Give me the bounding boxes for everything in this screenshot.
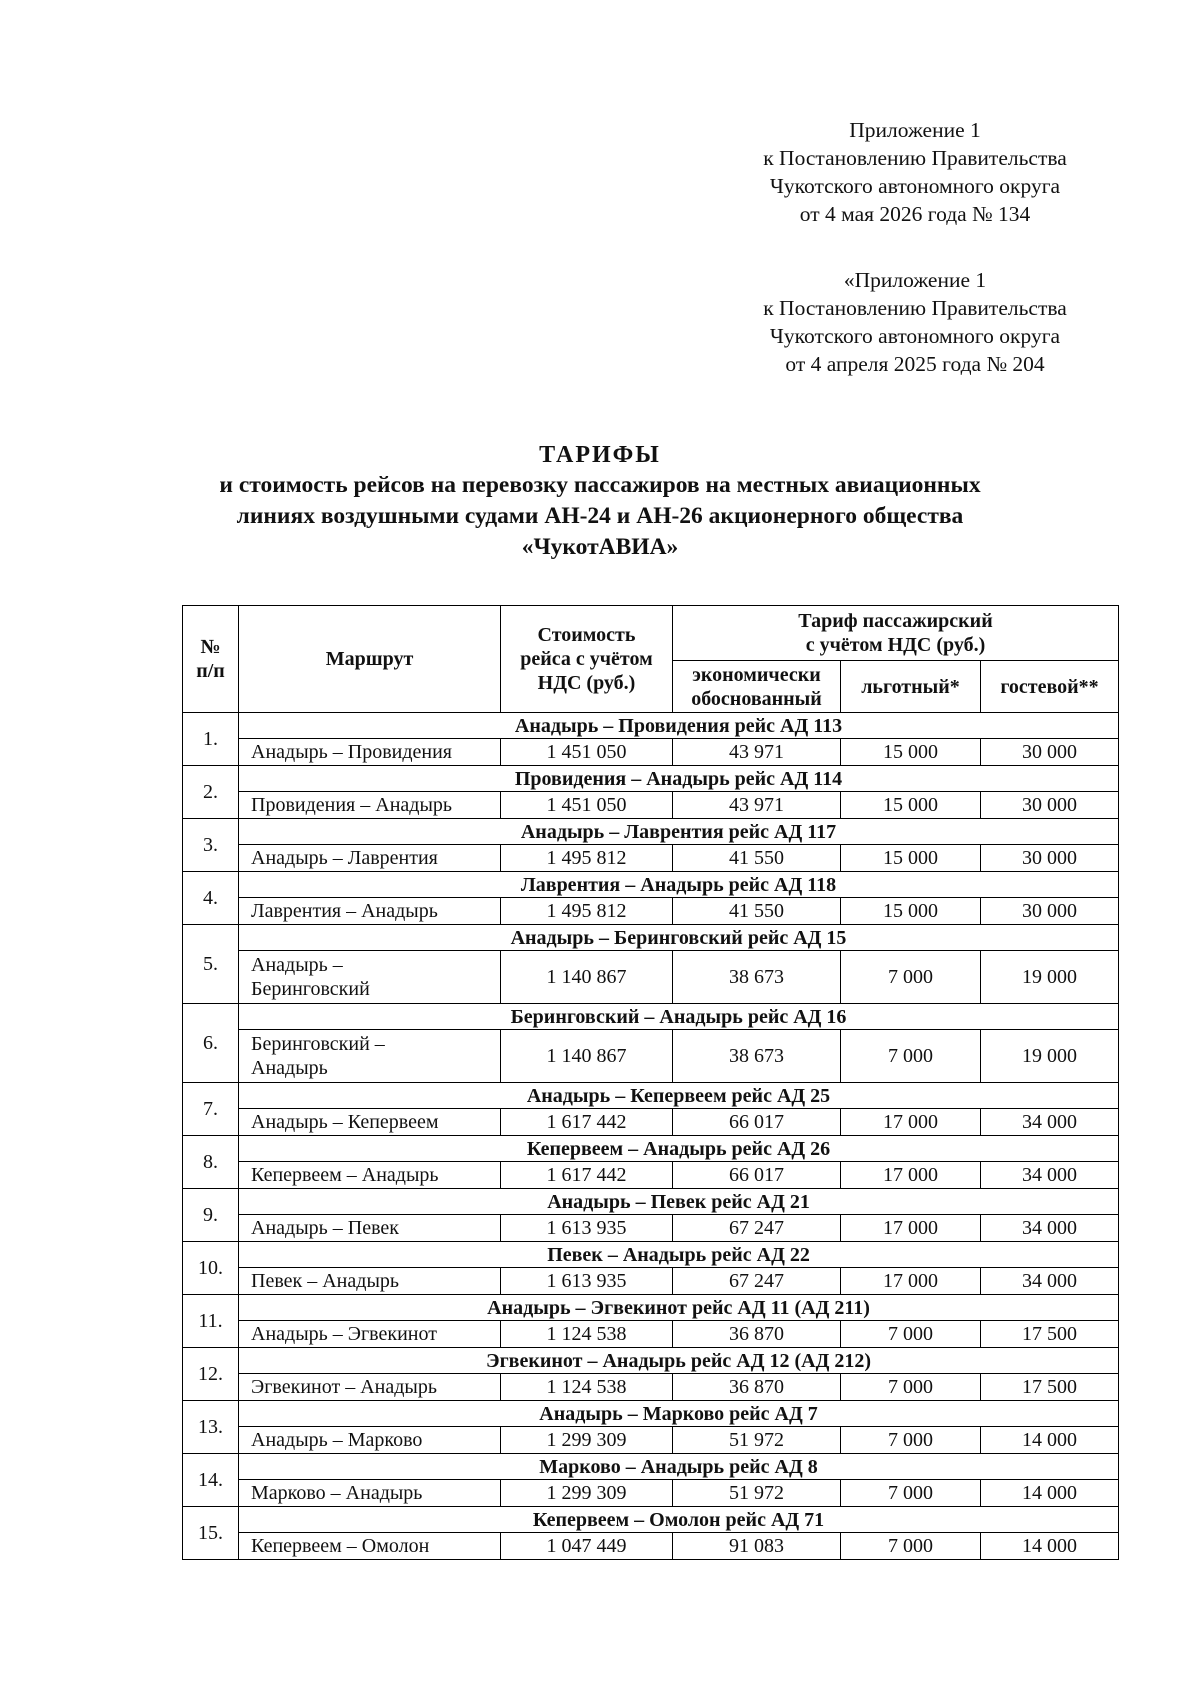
tariff-guest: 30 000 (981, 898, 1119, 925)
tariff-guest: 17 500 (981, 1321, 1119, 1348)
tariff-guest: 19 000 (981, 1030, 1119, 1083)
table-row (183, 1162, 1119, 1189)
route-name: Анадырь – Провидения (239, 739, 501, 766)
flight-title: Лаврентия – Анадырь рейс АД 118 (239, 872, 1119, 898)
title-line3: «ЧукотАВИА» (521, 534, 679, 560)
flight-title: Анадырь – Марково рейс АД 7 (239, 1401, 1119, 1427)
flight-title: Анадырь – Провидения рейс АД 113 (239, 713, 1119, 739)
route-name: Анадырь – Лаврентия (239, 845, 501, 872)
route-name (239, 951, 501, 1004)
title-main: ТАРИФЫ (539, 442, 661, 468)
row-number: 11. (183, 1295, 239, 1348)
flight-cost: 1 617 442 (501, 1162, 673, 1189)
flight-title: Эгвекинот – Анадырь рейс АД 12 (АД 212) (239, 1348, 1119, 1374)
tariff-economic: 91 083 (673, 1533, 841, 1560)
tariff-guest: 17 500 (981, 1374, 1119, 1401)
route-name: Лаврентия – Анадырь (239, 898, 501, 925)
tariff-economic: 36 870 (673, 1374, 841, 1401)
flight-cost: 1 124 538 (501, 1321, 673, 1348)
appendix-current-header (685, 116, 1145, 228)
flight-title: Беринговский – Анадырь рейс АД 16 (239, 1004, 1119, 1030)
flight-title: Марково – Анадырь рейс АД 8 (239, 1454, 1119, 1480)
table-row (183, 1321, 1119, 1348)
row-number: 7. (183, 1083, 239, 1136)
flight-header-row (183, 1083, 1119, 1109)
tariff-preferential: 7 000 (841, 951, 981, 1004)
tariff-economic: 67 247 (673, 1215, 841, 1242)
route-name: Анадырь – Кепервеем (239, 1109, 501, 1136)
header-cost (501, 606, 673, 713)
route-name: Анадырь – Певек (239, 1215, 501, 1242)
flight-header-row (183, 819, 1119, 845)
tariff-economic: 38 673 (673, 1030, 841, 1083)
flight-title: Кепервеем – Омолон рейс АД 71 (239, 1507, 1119, 1533)
appendix-previous-line3: Чукотского автономного округа (769, 324, 1061, 348)
tariff-guest: 34 000 (981, 1215, 1119, 1242)
flight-header-row (183, 766, 1119, 792)
route-name: Анадырь – Эгвекинот (239, 1321, 501, 1348)
tariff-preferential: 7 000 (841, 1030, 981, 1083)
appendix-current-line2: к Постановлению Правительства (763, 146, 1067, 170)
flight-title: Анадырь – Беринговский рейс АД 15 (239, 925, 1119, 951)
tariff-preferential: 7 000 (841, 1374, 981, 1401)
table-row (183, 845, 1119, 872)
appendix-previous-header (685, 266, 1145, 378)
flight-header-row (183, 1348, 1119, 1374)
tariff-guest: 14 000 (981, 1427, 1119, 1454)
route-name-line1: Анадырь – (251, 954, 343, 976)
route-name (239, 1030, 501, 1083)
flight-cost: 1 047 449 (501, 1533, 673, 1560)
header-tariff-line2: с учётом НДС (руб.) (805, 634, 986, 656)
flight-cost: 1 299 309 (501, 1480, 673, 1507)
tariff-economic: 41 550 (673, 898, 841, 925)
flight-header-row (183, 1242, 1119, 1268)
header-economic-line1: экономически (692, 663, 821, 686)
table-header-row-1 (183, 606, 1119, 661)
appendix-previous-line1: «Приложение 1 (843, 268, 987, 292)
route-name: Кепервеем – Анадырь (239, 1162, 501, 1189)
appendix-previous-line2: к Постановлению Правительства (763, 296, 1067, 320)
flight-title: Анадырь – Певек рейс АД 21 (239, 1189, 1119, 1215)
tariff-guest: 34 000 (981, 1268, 1119, 1295)
header-economic (673, 661, 841, 713)
tariff-preferential: 15 000 (841, 845, 981, 872)
tariff-preferential: 7 000 (841, 1533, 981, 1560)
table-row (183, 1268, 1119, 1295)
header-guest: гостевой** (981, 661, 1119, 713)
tariff-preferential: 15 000 (841, 898, 981, 925)
header-num-line1: № (200, 636, 221, 658)
title-line2: линиях воздушными судами АН-24 и АН-26 акционерного общества (236, 503, 964, 529)
tariff-preferential: 7 000 (841, 1321, 981, 1348)
flight-title: Анадырь – Эгвекинот рейс АД 11 (АД 211) (239, 1295, 1119, 1321)
route-name: Анадырь – Марково (239, 1427, 501, 1454)
tariff-guest: 34 000 (981, 1109, 1119, 1136)
route-name: Певек – Анадырь (239, 1268, 501, 1295)
tariff-preferential: 7 000 (841, 1480, 981, 1507)
tariff-preferential: 15 000 (841, 739, 981, 766)
tariff-economic: 51 972 (673, 1480, 841, 1507)
tariff-economic: 66 017 (673, 1162, 841, 1189)
tariff-guest: 30 000 (981, 792, 1119, 819)
route-name-line2: Анадырь (251, 1057, 328, 1079)
appendix-previous-line4: от 4 апреля 2025 года № 204 (785, 352, 1045, 376)
header-tariff-line1: Тариф пассажирский (798, 610, 993, 632)
flight-header-row (183, 1004, 1119, 1030)
tariff-guest: 14 000 (981, 1533, 1119, 1560)
row-number: 8. (183, 1136, 239, 1189)
route-name-line1: Беринговский – (251, 1033, 385, 1055)
header-num (183, 606, 239, 713)
table-row (183, 1030, 1119, 1083)
tariff-table (182, 605, 1119, 1560)
tariff-preferential: 17 000 (841, 1109, 981, 1136)
row-number: 5. (183, 925, 239, 1004)
flight-cost: 1 617 442 (501, 1109, 673, 1136)
flight-cost: 1 495 812 (501, 845, 673, 872)
tariff-economic: 38 673 (673, 951, 841, 1004)
flight-header-row (183, 1189, 1119, 1215)
flight-header-row (183, 925, 1119, 951)
flight-cost: 1 140 867 (501, 951, 673, 1004)
table-row (183, 792, 1119, 819)
tariff-preferential: 15 000 (841, 792, 981, 819)
flight-cost: 1 495 812 (501, 898, 673, 925)
flight-cost: 1 140 867 (501, 1030, 673, 1083)
row-number: 13. (183, 1401, 239, 1454)
flight-title: Анадырь – Лаврентия рейс АД 117 (239, 819, 1119, 845)
flight-cost: 1 613 935 (501, 1268, 673, 1295)
tariff-economic: 43 971 (673, 792, 841, 819)
tariff-economic: 66 017 (673, 1109, 841, 1136)
flight-cost: 1 451 050 (501, 739, 673, 766)
row-number: 12. (183, 1348, 239, 1401)
flight-title: Кепервеем – Анадырь рейс АД 26 (239, 1136, 1119, 1162)
tariff-preferential: 17 000 (841, 1268, 981, 1295)
row-number: 14. (183, 1454, 239, 1507)
table-row (183, 739, 1119, 766)
table-row (183, 951, 1119, 1004)
flight-cost: 1 613 935 (501, 1215, 673, 1242)
appendix-current-line4: от 4 мая 2026 года № 134 (799, 202, 1031, 226)
appendix-current-line1: Приложение 1 (849, 118, 981, 142)
row-number: 3. (183, 819, 239, 872)
appendix-current-line3: Чукотского автономного округа (769, 174, 1061, 198)
flight-header-row (183, 1136, 1119, 1162)
flight-title: Анадырь – Кепервеем рейс АД 25 (239, 1083, 1119, 1109)
flight-header-row (183, 1295, 1119, 1321)
tariff-guest: 30 000 (981, 845, 1119, 872)
tariff-preferential: 17 000 (841, 1215, 981, 1242)
flight-header-row (183, 1401, 1119, 1427)
table-row (183, 1427, 1119, 1454)
flight-cost: 1 451 050 (501, 792, 673, 819)
tariff-economic: 36 870 (673, 1321, 841, 1348)
row-number: 6. (183, 1004, 239, 1083)
header-cost-line1: Стоимость (537, 624, 636, 646)
route-name: Кепервеем – Омолон (239, 1533, 501, 1560)
header-route: Маршрут (239, 606, 501, 713)
row-number: 4. (183, 872, 239, 925)
route-name: Провидения – Анадырь (239, 792, 501, 819)
flight-header-row (183, 872, 1119, 898)
header-cost-line2: рейса с учётом (520, 648, 653, 670)
tariff-economic: 51 972 (673, 1427, 841, 1454)
tariff-guest: 19 000 (981, 951, 1119, 1004)
tariff-economic: 41 550 (673, 845, 841, 872)
header-tariff (673, 606, 1119, 661)
title-line1: и стоимость рейсов на перевозку пассажиров на местных авиационных (219, 472, 981, 498)
header-economic-line2: обоснованный (691, 687, 822, 710)
route-name: Марково – Анадырь (239, 1480, 501, 1507)
tariff-guest: 34 000 (981, 1162, 1119, 1189)
row-number: 10. (183, 1242, 239, 1295)
table-row (183, 1480, 1119, 1507)
tariff-guest: 30 000 (981, 739, 1119, 766)
document-title (150, 440, 1050, 563)
header-num-line2: п/п (196, 660, 225, 682)
flight-title: Провидения – Анадырь рейс АД 114 (239, 766, 1119, 792)
tariff-economic: 67 247 (673, 1268, 841, 1295)
table-row (183, 1374, 1119, 1401)
route-name-line2: Беринговский (251, 978, 370, 1000)
row-number: 9. (183, 1189, 239, 1242)
table-row (183, 1109, 1119, 1136)
flight-header-row (183, 1454, 1119, 1480)
flight-header-row (183, 713, 1119, 739)
header-preferential: льготный* (841, 661, 981, 713)
flight-cost: 1 124 538 (501, 1374, 673, 1401)
row-number: 2. (183, 766, 239, 819)
row-number: 15. (183, 1507, 239, 1560)
tariff-guest: 14 000 (981, 1480, 1119, 1507)
row-number: 1. (183, 713, 239, 766)
table-row (183, 1533, 1119, 1560)
tariff-preferential: 17 000 (841, 1162, 981, 1189)
table-row (183, 1215, 1119, 1242)
tariff-economic: 43 971 (673, 739, 841, 766)
flight-title: Певек – Анадырь рейс АД 22 (239, 1242, 1119, 1268)
header-cost-line3: НДС (руб.) (537, 672, 636, 694)
tariff-preferential: 7 000 (841, 1427, 981, 1454)
flight-cost: 1 299 309 (501, 1427, 673, 1454)
flight-header-row (183, 1507, 1119, 1533)
table-row (183, 898, 1119, 925)
route-name: Эгвекинот – Анадырь (239, 1374, 501, 1401)
